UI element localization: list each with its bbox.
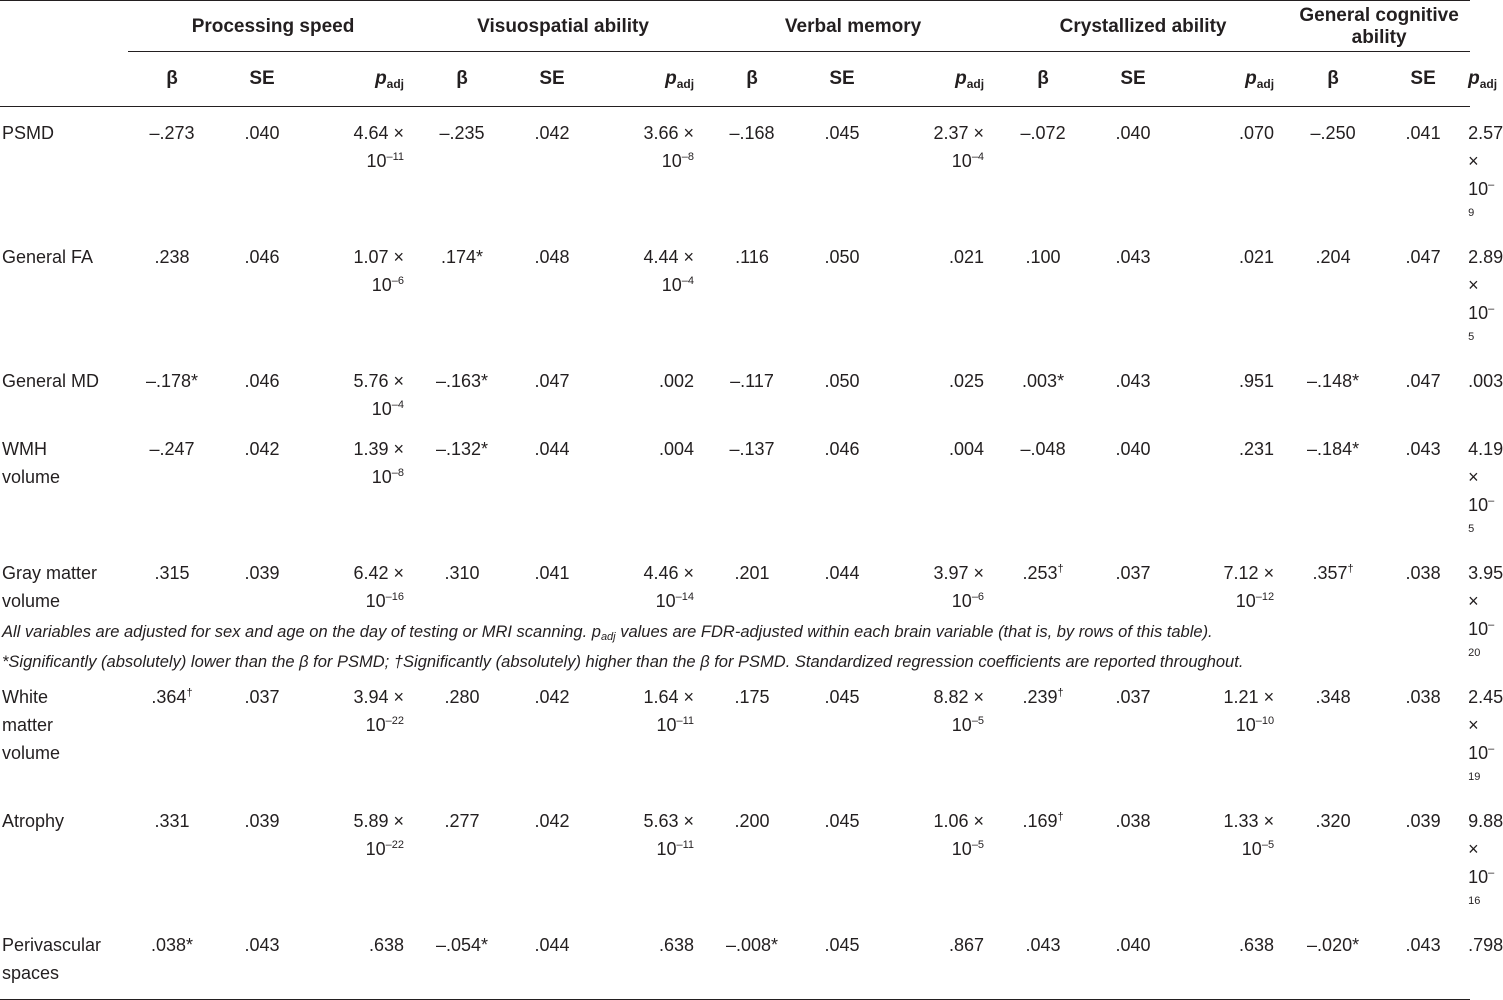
cell-beta: –.008*: [726, 935, 779, 955]
cell-p-adj: 2.89 × $10^{-5}$: [1468, 247, 1503, 343]
table-footnotes: [2, 620, 1458, 675]
row-label: WMH volume: [2, 439, 61, 487]
cell-se: .040: [1115, 123, 1151, 143]
cell-beta: –.235: [439, 123, 485, 143]
cell-se: .050: [824, 247, 860, 267]
row-label: Atrophy: [2, 811, 65, 831]
cell-beta: –.020*: [1307, 935, 1360, 955]
cell-se: .043: [1405, 935, 1441, 955]
cell-se: .045: [824, 687, 860, 707]
cell-p-adj: 3.66 × $10^{-8}$: [643, 123, 695, 171]
row-label: Gray matter volume: [2, 563, 98, 611]
cell-beta: .238: [154, 247, 190, 267]
table-row: [0, 355, 1470, 423]
cell-p-adj: .025: [949, 371, 985, 391]
cell-beta: –.163*: [435, 371, 489, 391]
cell-se: .045: [824, 811, 860, 831]
stat-header-beta: β: [1327, 68, 1339, 89]
cell-beta: .277: [444, 811, 480, 831]
cell-p-adj: .004: [658, 439, 695, 459]
cell-beta: .253†: [1022, 563, 1064, 583]
cell-p-adj: 2.37 × $10^{-4}$: [933, 123, 985, 171]
cell-beta: –.072: [1020, 123, 1066, 143]
cell-beta: .239†: [1022, 687, 1064, 707]
table-row: [0, 423, 1470, 547]
cell-se: .042: [534, 123, 570, 143]
cell-p-adj: 1.21 × $10^{-10}$: [1223, 687, 1275, 735]
cell-p-adj: 3.95 × $10^{-20}$: [1468, 563, 1503, 659]
row-label: PSMD: [2, 123, 55, 143]
stat-header-row: [0, 52, 1470, 107]
cell-se: .038: [1405, 563, 1441, 583]
cell-p-adj: 1.39 × $10^{-8}$: [353, 439, 405, 487]
cell-beta: .003*: [1022, 371, 1065, 391]
cell-se: .043: [1115, 247, 1151, 267]
cell-beta: .320: [1315, 811, 1351, 831]
cell-p-adj: .002: [658, 371, 695, 391]
cell-p-adj: .003: [1468, 371, 1503, 391]
stat-header-p-adj: $p_{adj}$: [955, 67, 985, 91]
cell-p-adj: 5.76 × $10^{-4}$: [353, 371, 405, 419]
stat-header-se: SE: [1120, 68, 1146, 89]
cell-se: .042: [534, 811, 570, 831]
cell-se: .046: [244, 247, 280, 267]
cell-se: .040: [1115, 439, 1151, 459]
cell-p-adj: .638: [368, 935, 405, 955]
cell-se: .047: [1405, 247, 1441, 267]
cell-se: .045: [824, 123, 860, 143]
table-body: [0, 107, 1503, 1000]
table-row: [0, 795, 1470, 919]
cell-se: .047: [1405, 371, 1441, 391]
stat-header-se: SE: [1410, 68, 1436, 89]
cell-se: .044: [534, 439, 570, 459]
cell-p-adj: 8.82 × $10^{-5}$: [933, 687, 985, 735]
cell-se: .041: [1405, 123, 1441, 143]
cell-se: .039: [1405, 811, 1441, 831]
cell-se: .039: [244, 563, 280, 583]
cell-p-adj: 7.12 × $10^{-12}$: [1223, 563, 1275, 611]
stat-header-se: SE: [539, 68, 565, 89]
cell-p-adj: 1.06 × $10^{-5}$: [933, 811, 985, 859]
cell-se: .038: [1405, 687, 1441, 707]
cell-p-adj: 4.19 × $10^{-5}$: [1468, 439, 1503, 535]
stat-header-se: SE: [249, 68, 275, 89]
group-header-row: [0, 1, 1470, 52]
table-row: [0, 919, 1470, 1000]
cell-beta: –.184*: [1307, 439, 1360, 459]
stat-header-beta: β: [456, 68, 468, 89]
row-label: General FA: [2, 247, 94, 267]
cell-p-adj: 3.97 × $10^{-6}$: [933, 563, 985, 611]
table-row: [0, 671, 1470, 795]
cell-beta: .204: [1315, 247, 1351, 267]
cell-beta: .175: [734, 687, 770, 707]
cell-beta: .043: [1025, 935, 1061, 955]
cell-p-adj: 2.45 × $10^{-19}$: [1468, 687, 1503, 783]
row-label: Perivascular spaces: [2, 935, 102, 983]
cell-se: .044: [534, 935, 570, 955]
cell-p-adj: 2.57 × $10^{-9}$: [1468, 123, 1503, 219]
cell-se: .042: [534, 687, 570, 707]
cell-se: .042: [244, 439, 280, 459]
cell-p-adj: .638: [658, 935, 695, 955]
cell-beta: –.148*: [1307, 371, 1360, 391]
stat-header-p-adj: $p_{adj}$: [1468, 67, 1498, 91]
group-header-verbal-memory: Verbal memory: [708, 1, 998, 52]
cell-p-adj: 5.63 × $10^{-11}$: [643, 811, 695, 859]
cell-p-adj: .231: [1239, 439, 1275, 459]
cell-p-adj: .021: [949, 247, 985, 267]
group-header-processing-speed: Processing speed: [128, 1, 418, 52]
cell-se: .040: [1115, 935, 1151, 955]
cell-se: .037: [244, 687, 280, 707]
group-header-general-cognitive-ability: General cognitive ability: [1288, 1, 1470, 52]
stat-header-beta: β: [1037, 68, 1049, 89]
cell-beta: .100: [1025, 247, 1061, 267]
cell-p-adj: 4.46 × $10^{-14}$: [643, 563, 695, 611]
group-header-visuospatial-ability: Visuospatial ability: [418, 1, 708, 52]
stat-header-se: SE: [829, 68, 855, 89]
cell-p-adj: 6.42 × $10^{-16}$: [353, 563, 405, 611]
cell-beta: –.178*: [145, 371, 199, 391]
cell-beta: .169†: [1022, 811, 1064, 831]
cell-p-adj: .798: [1468, 935, 1503, 955]
cell-p-adj: 1.33 × $10^{-5}$: [1223, 811, 1275, 859]
cell-p-adj: .867: [949, 935, 985, 955]
table-row: [0, 107, 1470, 232]
cell-se: .048: [534, 247, 570, 267]
cell-beta: .315: [154, 563, 190, 583]
cell-p-adj: 1.07 × $10^{-6}$: [353, 247, 405, 295]
cell-beta: .201: [734, 563, 770, 583]
cell-beta: –.137: [729, 439, 775, 459]
cell-se: .043: [1115, 371, 1151, 391]
stat-header-beta: β: [166, 68, 178, 89]
cell-beta: –.132*: [435, 439, 489, 459]
cell-beta: .348: [1315, 687, 1351, 707]
cell-se: .047: [534, 371, 570, 391]
cell-beta: .280: [444, 687, 480, 707]
cell-beta: –.117: [730, 371, 774, 391]
cell-beta: .200: [734, 811, 770, 831]
row-label: White matter volume: [2, 687, 61, 763]
row-label: General MD: [2, 371, 100, 391]
cell-beta: –.048: [1020, 439, 1066, 459]
footnote-significance: *Significantly (absolutely) lower than the β for PSMD; †Significantly (absolutely) higher than the β for PSMD. Standardized regression coefficients are reported throughout.: [2, 653, 1244, 671]
cell-se: .041: [534, 563, 570, 583]
footnote-adjustment: All variables are adjusted for sex and age on the day of testing or MRI scanning. $p_{adj}$ values are FDR-adjusted within each brain variable (that is, by rows of this table).: [2, 623, 1213, 643]
cell-beta: –.250: [1310, 123, 1356, 143]
group-header-crystallized-ability: Crystallized ability: [998, 1, 1288, 52]
cell-beta: .364†: [151, 687, 193, 707]
cell-p-adj: 4.44 × $10^{-4}$: [643, 247, 695, 295]
cell-beta: –.168: [729, 123, 775, 143]
cell-se: .044: [824, 563, 860, 583]
cell-beta: .116: [735, 247, 769, 267]
cell-se: .045: [824, 935, 860, 955]
cell-p-adj: 4.64 × $10^{-11}$: [353, 123, 405, 171]
cell-beta: –.247: [149, 439, 195, 459]
cell-p-adj: .951: [1239, 371, 1275, 391]
cell-beta: –.273: [149, 123, 195, 143]
cell-se: .037: [1115, 563, 1151, 583]
cell-beta: .357†: [1312, 563, 1354, 583]
cell-beta: –.054*: [435, 935, 489, 955]
table-row: [0, 231, 1470, 355]
stat-header-p-adj: $p_{adj}$: [665, 67, 695, 91]
cell-se: .043: [244, 935, 280, 955]
cell-p-adj: .021: [1239, 247, 1275, 267]
stat-header-beta: β: [746, 68, 758, 89]
cell-se: .050: [824, 371, 860, 391]
cell-p-adj: 3.94 × $10^{-22}$: [353, 687, 405, 735]
cell-beta: .174*: [440, 247, 484, 267]
cell-se: .038: [1115, 811, 1151, 831]
cell-p-adj: 1.64 × $10^{-11}$: [643, 687, 695, 735]
cell-p-adj: 9.88 × $10^{-16}$: [1468, 811, 1503, 907]
cell-se: .046: [824, 439, 860, 459]
stat-header-p-adj: $p_{adj}$: [375, 67, 405, 91]
cell-p-adj: 5.89 × $10^{-22}$: [353, 811, 405, 859]
cell-beta: .331: [154, 811, 190, 831]
cell-se: .043: [1405, 439, 1441, 459]
cell-se: .039: [244, 811, 280, 831]
cell-se: .046: [244, 371, 280, 391]
cell-se: .037: [1115, 687, 1151, 707]
cell-p-adj: .070: [1239, 123, 1275, 143]
cell-beta: .038*: [150, 935, 194, 955]
cell-beta: .310: [444, 563, 480, 583]
stat-header-p-adj: $p_{adj}$: [1245, 67, 1275, 91]
cell-se: .040: [244, 123, 280, 143]
cell-p-adj: .638: [1239, 935, 1275, 955]
cell-p-adj: .004: [949, 439, 985, 459]
